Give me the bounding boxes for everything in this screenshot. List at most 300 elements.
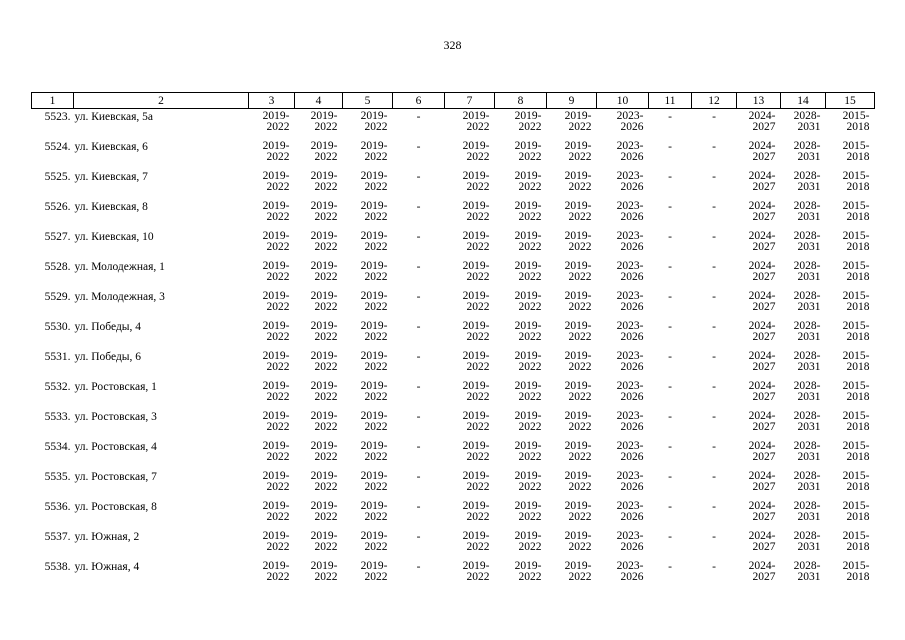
empty-value-cell: - (712, 531, 716, 543)
year-start: 2019- (564, 200, 592, 212)
year-start: 2023- (616, 290, 644, 302)
year-end: 2022 (568, 270, 592, 283)
year-start: 2019- (262, 260, 290, 272)
year-start: 2015- (842, 440, 870, 452)
year-range-cell (445, 169, 495, 199)
year-start: 2019- (514, 560, 542, 572)
year-end: 2022 (518, 150, 542, 163)
year-end: 2031 (797, 480, 821, 493)
year-start: 2019- (310, 470, 338, 482)
year-end: 2027 (752, 540, 776, 553)
year-range-cell (343, 259, 393, 289)
year-range-cell (343, 469, 393, 499)
year-range-cell (547, 229, 597, 259)
year-range-cell (495, 169, 547, 199)
year-start: 2019- (310, 500, 338, 512)
year-end: 2022 (364, 390, 388, 403)
empty-value-cell: - (416, 201, 421, 213)
year-end: 2022 (364, 510, 388, 523)
year-start: 2019- (564, 470, 592, 482)
year-end: 2022 (568, 390, 592, 403)
year-start: 2024- (748, 410, 776, 422)
year-end: 2022 (314, 210, 338, 223)
year-range-cell (781, 529, 826, 559)
year-start: 2019- (564, 110, 592, 122)
year-end: 2022 (518, 570, 542, 583)
year-end: 2022 (466, 330, 490, 343)
empty-value-cell: - (416, 501, 421, 513)
year-end: 2022 (568, 420, 592, 433)
address-cell: ул. Южная, 2 (74, 531, 140, 543)
year-end: 2022 (518, 480, 542, 493)
row-number: 5533. (44, 411, 71, 423)
column-header-1: 1 (32, 93, 74, 109)
year-range-cell (826, 559, 875, 589)
year-start: 2024- (748, 380, 776, 392)
year-end: 2022 (314, 150, 338, 163)
year-end: 2026 (620, 570, 644, 583)
year-start: 2019- (462, 440, 490, 452)
year-end: 2031 (797, 450, 821, 463)
year-end: 2018 (846, 300, 870, 313)
year-end: 2026 (620, 390, 644, 403)
table-row (32, 289, 875, 319)
column-header-8: 8 (495, 93, 547, 109)
address-cell: ул. Ростовская, 3 (74, 411, 157, 423)
year-start: 2019- (310, 200, 338, 212)
year-end: 2018 (846, 330, 870, 343)
year-range-cell (295, 199, 343, 229)
year-range-cell (737, 169, 781, 199)
year-range-cell (737, 319, 781, 349)
year-start: 2019- (360, 560, 388, 572)
year-start: 2028- (793, 350, 821, 362)
year-range-cell (781, 229, 826, 259)
year-range-cell (781, 469, 826, 499)
year-range-cell (826, 169, 875, 199)
empty-value-cell: - (416, 531, 421, 543)
row-number: 5528. (44, 261, 71, 273)
year-start: 2024- (748, 230, 776, 242)
year-range-cell (495, 379, 547, 409)
year-start: 2019- (514, 230, 542, 242)
year-start: 2019- (462, 560, 490, 572)
year-end: 2031 (797, 360, 821, 373)
year-range-cell (495, 139, 547, 169)
year-start: 2023- (616, 380, 644, 392)
year-end: 2022 (568, 510, 592, 523)
year-start: 2019- (360, 200, 388, 212)
year-range-cell (445, 439, 495, 469)
year-end: 2022 (364, 360, 388, 373)
repair-schedule-table (31, 92, 875, 589)
year-start: 2019- (262, 500, 290, 512)
empty-value-cell: - (712, 141, 716, 153)
year-start: 2019- (262, 350, 290, 362)
year-range-cell (781, 499, 826, 529)
year-end: 2022 (314, 510, 338, 523)
year-end: 2018 (846, 480, 870, 493)
year-end: 2022 (266, 300, 290, 313)
year-start: 2019- (360, 530, 388, 542)
empty-value-cell: - (712, 411, 716, 423)
year-range-cell (826, 349, 875, 379)
year-start: 2019- (262, 110, 290, 122)
address-cell: ул. Победы, 4 (74, 321, 142, 333)
year-end: 2022 (364, 210, 388, 223)
year-range-cell (249, 439, 295, 469)
year-range-cell (343, 199, 393, 229)
year-start: 2019- (564, 260, 592, 272)
year-start: 2028- (793, 470, 821, 482)
address-cell: ул. Киевская, 10 (74, 231, 154, 243)
year-end: 2026 (620, 150, 644, 163)
year-end: 2022 (466, 360, 490, 373)
year-start: 2019- (462, 410, 490, 422)
year-range-cell (495, 289, 547, 319)
year-range-cell (547, 529, 597, 559)
year-start: 2015- (842, 170, 870, 182)
year-range-cell (249, 409, 295, 439)
year-start: 2019- (462, 290, 490, 302)
year-end: 2022 (518, 180, 542, 193)
year-start: 2019- (262, 170, 290, 182)
year-end: 2022 (568, 480, 592, 493)
year-end: 2022 (568, 150, 592, 163)
year-range-cell (597, 499, 649, 529)
year-range-cell (445, 349, 495, 379)
year-range-cell (495, 529, 547, 559)
column-header-2: 2 (74, 93, 249, 109)
year-start: 2023- (616, 350, 644, 362)
year-end: 2026 (620, 120, 644, 133)
year-end: 2031 (797, 300, 821, 313)
empty-value-cell: - (416, 321, 421, 333)
year-range-cell (295, 559, 343, 589)
year-range-cell (295, 349, 343, 379)
row-number: 5538. (44, 561, 71, 573)
year-range-cell (445, 289, 495, 319)
year-start: 2019- (262, 290, 290, 302)
year-start: 2024- (748, 260, 776, 272)
year-start: 2019- (462, 350, 490, 362)
table-row (32, 319, 875, 349)
year-start: 2019- (360, 260, 388, 272)
year-start: 2028- (793, 230, 821, 242)
year-end: 2022 (364, 570, 388, 583)
year-range-cell (737, 469, 781, 499)
year-end: 2022 (266, 240, 290, 253)
year-end: 2018 (846, 360, 870, 373)
year-end: 2022 (364, 450, 388, 463)
year-start: 2024- (748, 140, 776, 152)
address-cell: ул. Киевская, 8 (74, 201, 148, 213)
year-start: 2015- (842, 380, 870, 392)
year-range-cell (495, 319, 547, 349)
year-start: 2019- (360, 170, 388, 182)
column-header-15: 15 (826, 93, 875, 109)
year-range-cell (495, 499, 547, 529)
year-range-cell (445, 499, 495, 529)
year-range-cell (826, 289, 875, 319)
year-range-cell (597, 259, 649, 289)
empty-value-cell: - (668, 291, 672, 303)
year-start: 2019- (360, 230, 388, 242)
row-number: 5531. (44, 351, 71, 363)
year-end: 2022 (568, 300, 592, 313)
year-start: 2019- (262, 380, 290, 392)
year-end: 2022 (466, 510, 490, 523)
year-range-cell (597, 169, 649, 199)
year-start: 2019- (564, 560, 592, 572)
year-start: 2015- (842, 560, 870, 572)
year-range-cell (597, 559, 649, 589)
year-range-cell (597, 529, 649, 559)
year-start: 2024- (748, 560, 776, 572)
year-end: 2031 (797, 270, 821, 283)
year-start: 2024- (748, 320, 776, 332)
year-start: 2019- (310, 320, 338, 332)
year-start: 2015- (842, 320, 870, 332)
empty-value-cell: - (712, 471, 716, 483)
year-end: 2022 (466, 570, 490, 583)
year-start: 2019- (462, 320, 490, 332)
year-range-cell (343, 169, 393, 199)
column-header-6: 6 (393, 93, 445, 109)
year-start: 2028- (793, 260, 821, 272)
year-start: 2019- (564, 290, 592, 302)
year-end: 2027 (752, 120, 776, 133)
year-range-cell (781, 319, 826, 349)
year-end: 2022 (314, 360, 338, 373)
year-end: 2022 (266, 150, 290, 163)
year-range-cell (781, 259, 826, 289)
year-range-cell (295, 529, 343, 559)
year-start: 2023- (616, 110, 644, 122)
year-end: 2027 (752, 210, 776, 223)
year-range-cell (343, 289, 393, 319)
year-start: 2019- (462, 260, 490, 272)
year-range-cell (781, 109, 826, 140)
year-range-cell (597, 109, 649, 140)
year-end: 2022 (364, 120, 388, 133)
year-start: 2019- (514, 350, 542, 362)
year-end: 2022 (314, 180, 338, 193)
year-range-cell (826, 199, 875, 229)
year-range-cell (249, 259, 295, 289)
table-row (32, 229, 875, 259)
year-end: 2022 (266, 330, 290, 343)
year-range-cell (737, 499, 781, 529)
table-row (32, 469, 875, 499)
table-row (32, 379, 875, 409)
year-start: 2019- (310, 380, 338, 392)
year-start: 2015- (842, 530, 870, 542)
column-header-5: 5 (343, 93, 393, 109)
year-start: 2019- (310, 560, 338, 572)
year-start: 2019- (262, 410, 290, 422)
year-range-cell (597, 409, 649, 439)
year-start: 2019- (514, 440, 542, 452)
year-end: 2022 (364, 540, 388, 553)
address-cell: ул. Победы, 6 (74, 351, 142, 363)
year-range-cell (547, 139, 597, 169)
column-number-header-row (32, 93, 875, 109)
year-start: 2019- (462, 530, 490, 542)
year-range-cell (445, 529, 495, 559)
empty-value-cell: - (668, 261, 672, 273)
year-start: 2019- (360, 350, 388, 362)
year-range-cell (597, 139, 649, 169)
year-end: 2027 (752, 510, 776, 523)
year-end: 2018 (846, 180, 870, 193)
year-range-cell (249, 109, 295, 140)
year-range-cell (445, 199, 495, 229)
year-range-cell (249, 289, 295, 319)
year-range-cell (597, 349, 649, 379)
year-end: 2018 (846, 450, 870, 463)
year-range-cell (547, 349, 597, 379)
year-start: 2023- (616, 470, 644, 482)
year-start: 2015- (842, 350, 870, 362)
empty-value-cell: - (416, 411, 421, 423)
year-range-cell (343, 229, 393, 259)
year-end: 2022 (314, 450, 338, 463)
year-end: 2026 (620, 420, 644, 433)
year-range-cell (597, 229, 649, 259)
year-end: 2031 (797, 180, 821, 193)
year-range-cell (781, 439, 826, 469)
address-cell: ул. Киевская, 6 (74, 141, 148, 153)
year-start: 2019- (462, 200, 490, 212)
year-end: 2018 (846, 540, 870, 553)
year-end: 2027 (752, 570, 776, 583)
row-number: 5526. (44, 201, 71, 213)
year-end: 2022 (364, 300, 388, 313)
year-range-cell (737, 259, 781, 289)
year-range-cell (547, 289, 597, 319)
year-range-cell (737, 289, 781, 319)
year-start: 2019- (462, 470, 490, 482)
empty-value-cell: - (668, 381, 672, 393)
year-range-cell (495, 109, 547, 140)
year-end: 2022 (518, 270, 542, 283)
page-number: 328 (443, 38, 462, 52)
year-end: 2018 (846, 240, 870, 253)
year-end: 2022 (518, 390, 542, 403)
row-number: 5527. (44, 231, 71, 243)
year-range-cell (249, 349, 295, 379)
year-range-cell (781, 409, 826, 439)
year-end: 2026 (620, 330, 644, 343)
year-range-cell (249, 529, 295, 559)
year-end: 2018 (846, 210, 870, 223)
row-number: 5524. (44, 141, 71, 153)
year-start: 2019- (514, 320, 542, 332)
year-end: 2022 (266, 180, 290, 193)
year-start: 2019- (310, 260, 338, 272)
year-end: 2027 (752, 240, 776, 253)
year-range-cell (445, 559, 495, 589)
year-range-cell (737, 109, 781, 140)
year-range-cell (597, 469, 649, 499)
year-end: 2026 (620, 180, 644, 193)
year-start: 2023- (616, 560, 644, 572)
year-range-cell (826, 529, 875, 559)
year-range-cell (249, 499, 295, 529)
year-start: 2019- (262, 140, 290, 152)
year-range-cell (781, 559, 826, 589)
year-end: 2022 (364, 180, 388, 193)
year-end: 2022 (364, 150, 388, 163)
year-range-cell (295, 289, 343, 319)
year-start: 2019- (360, 470, 388, 482)
column-header-14: 14 (781, 93, 826, 109)
year-range-cell (547, 439, 597, 469)
table-row (32, 169, 875, 199)
year-end: 2022 (466, 270, 490, 283)
year-range-cell (781, 139, 826, 169)
year-range-cell (547, 169, 597, 199)
year-range-cell (295, 409, 343, 439)
year-range-cell (547, 259, 597, 289)
empty-value-cell: - (668, 111, 672, 123)
year-end: 2026 (620, 240, 644, 253)
year-range-cell (343, 349, 393, 379)
year-range-cell (295, 229, 343, 259)
year-start: 2019- (564, 500, 592, 512)
year-range-cell (295, 499, 343, 529)
year-range-cell (826, 109, 875, 140)
year-end: 2022 (466, 120, 490, 133)
year-end: 2022 (364, 330, 388, 343)
year-end: 2022 (364, 420, 388, 433)
year-end: 2022 (266, 210, 290, 223)
year-end: 2031 (797, 390, 821, 403)
empty-value-cell: - (668, 171, 672, 183)
year-end: 2026 (620, 270, 644, 283)
year-end: 2022 (466, 480, 490, 493)
table-row (32, 199, 875, 229)
empty-value-cell: - (712, 321, 716, 333)
year-range-cell (249, 139, 295, 169)
year-end: 2022 (568, 450, 592, 463)
empty-value-cell: - (416, 351, 421, 363)
year-range-cell (547, 499, 597, 529)
year-start: 2015- (842, 230, 870, 242)
table-row (32, 109, 875, 140)
year-range-cell (547, 379, 597, 409)
year-start: 2019- (262, 230, 290, 242)
year-end: 2026 (620, 360, 644, 373)
year-range-cell (737, 409, 781, 439)
year-range-cell (343, 379, 393, 409)
year-end: 2022 (364, 240, 388, 253)
year-start: 2019- (262, 200, 290, 212)
year-end: 2022 (314, 390, 338, 403)
year-end: 2022 (314, 330, 338, 343)
year-range-cell (826, 499, 875, 529)
year-range-cell (495, 469, 547, 499)
year-start: 2019- (262, 530, 290, 542)
year-end: 2026 (620, 450, 644, 463)
year-range-cell (495, 259, 547, 289)
year-start: 2015- (842, 290, 870, 302)
empty-value-cell: - (712, 501, 716, 513)
year-start: 2019- (462, 110, 490, 122)
empty-value-cell: - (668, 441, 672, 453)
column-header-7: 7 (445, 93, 495, 109)
